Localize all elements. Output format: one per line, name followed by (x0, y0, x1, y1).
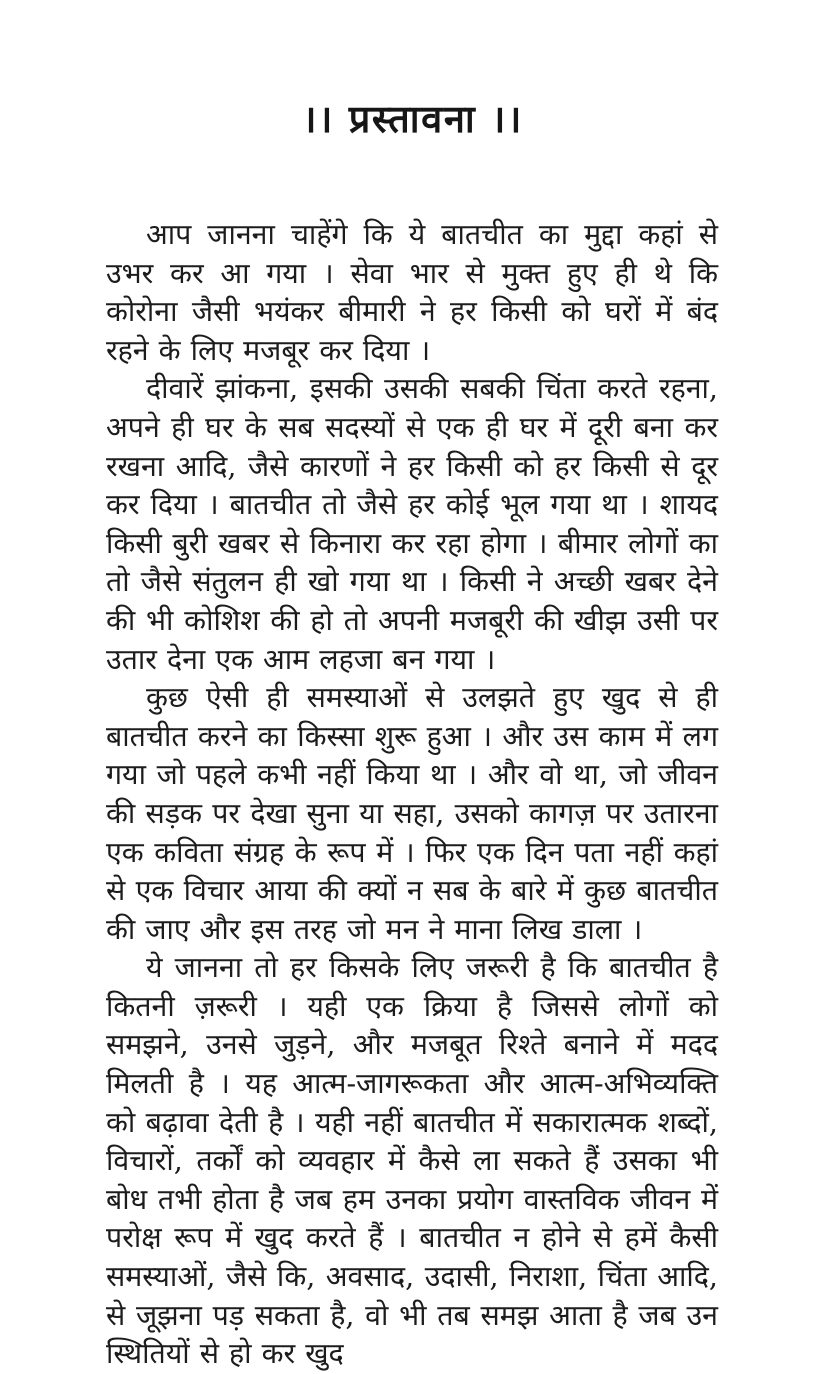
page-title: ।। प्रस्तावना ।। (302, 96, 523, 141)
page-body (106, 216, 718, 1374)
paragraph-3: कुछ ऐसी ही समस्याओं से उलझते हुए खुद से ही बातचीत करने का किस्सा शुरू हुआ । और उस काम में लग गया जो पहले कभी नहीं किया था । और वो था, जो जीवन की सड़क पर देखा सुना या सहा, उसको कागज़ पर उतारना एक कविता संग्रह के रूप में । फिर एक दिन पता नहीं कहां से एक विचार आया की क्यों न सब के बारे में कुछ बातचीत की जाए और इस तरह जो मन ने माना लिख डाला । (106, 681, 718, 946)
paragraph-4: ये जानना तो हर किसके लिए जरूरी है कि बातचीत है कितनी ज़रूरी । यही एक क्रिया है जिससे लोगों को समझने, उनसे जुड़ने, और मजबूत रिश्ते बनाने में मदद मिलती है । यह आत्म-जागरूकता और आत्म-अभिव्यक्ति को बढ़ावा देती है । यही नहीं बातचीत में सकारात्मक शब्दों, विचारों, तर्कों को व्यवहार में कैसे ला सकते हैं उसका भी बोध तभी होता है जब हम उनका प्रयोग वास्तविक जीवन में परोक्ष रूप में खुद करते हैं । बातचीत न होने से हमें कैसी समस्याओं, जैसे कि, अवसाद, उदासी, निराशा, चिंता आदि, से जूझना पड़ सकता है, वो भी तब समझ आता है जब उन स्थितियों से हो कर खुद (106, 951, 718, 1371)
paragraph-2: दीवारें झांकना, इसकी उसकी सबकी चिंता करते रहना, अपने ही घर के सब सदस्यों से एक ही घर में दूरी बना कर रखना आदि, जैसे कारणों ने हर किसी को हर किसी से दूर कर दिया । बातचीत तो जैसे हर कोई भूल गया था । शायद किसी बुरी खबर से किनारा कर रहा होगा । बीमार लोगों का तो जैसे संतुलन ही खो गया था । किसी ने अच्छी खबर देने की भी कोशिश की हो तो अपनी मजबूरी की खीझ उसी पर उतार देना एक आम लहजा बन गया । (106, 372, 718, 676)
paragraph-1: आप जानना चाहेंगे कि ये बातचीत का मुद्दा कहां से उभर कर आ गया । सेवा भार से मुक्त हुए ही थे कि कोरोना जैसी भयंकर बीमारी ने हर किसी को घरों में बंद रहने के लिए मजबूर कर दिया । (106, 218, 718, 367)
